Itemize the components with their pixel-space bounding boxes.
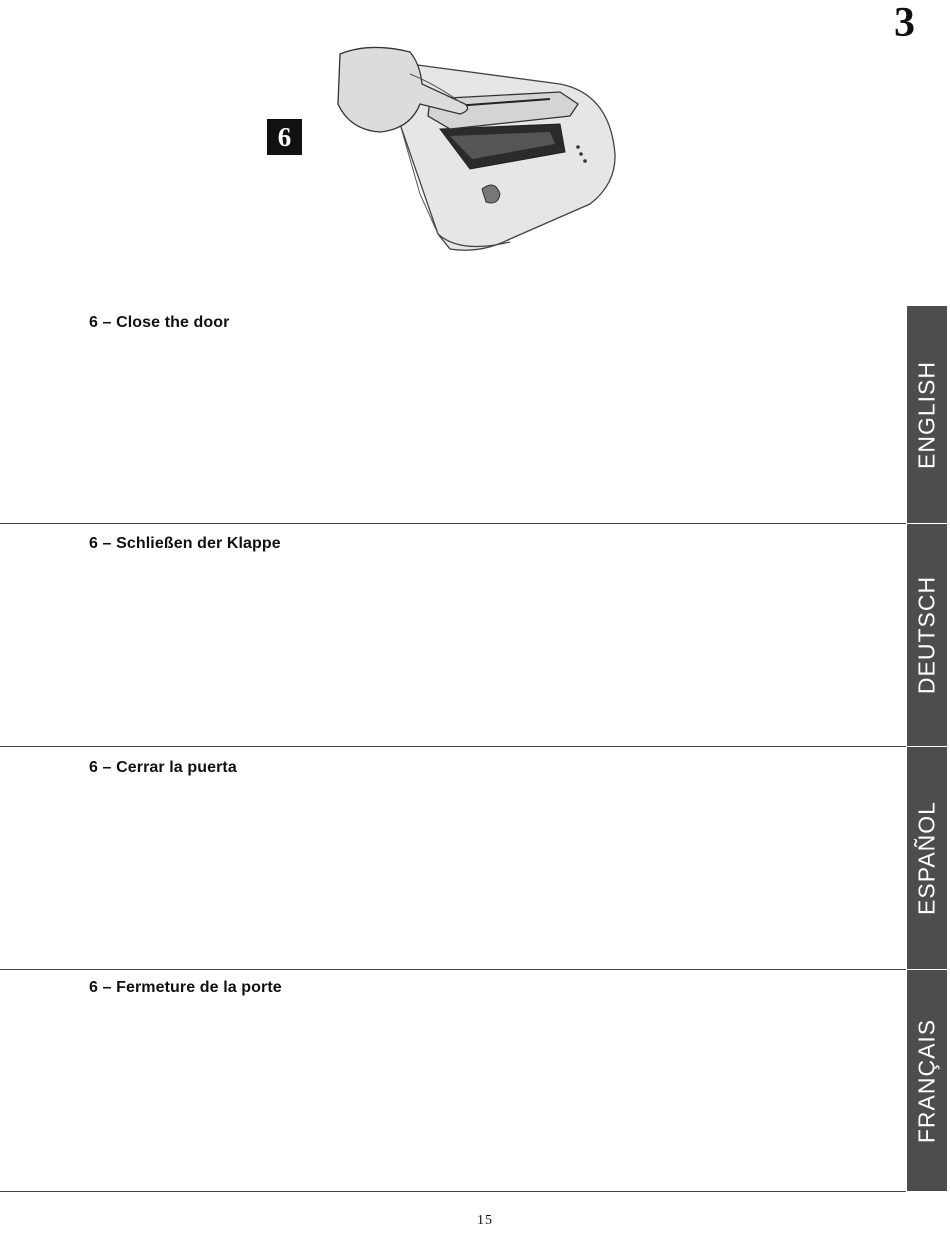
tab-label-english: ENGLISH [913, 360, 940, 469]
section-deutsch [0, 527, 906, 746]
tab-label-deutsch: DEUTSCH [913, 575, 940, 695]
tab-label-francais: FRANÇAIS [913, 1018, 940, 1143]
page-number: 15 [477, 1213, 493, 1228]
step-badge: 6 [267, 119, 302, 155]
printer-close-door-illustration [260, 44, 630, 264]
section-title-english: 6 – Close the door [89, 314, 230, 331]
section-espanol [0, 751, 906, 969]
section-title-francais: 6 – Fermeture de la porte [89, 979, 282, 996]
section-francais [0, 971, 906, 1191]
divider [0, 1191, 906, 1192]
tab-espanol [907, 747, 947, 969]
divider [0, 523, 906, 524]
chapter-number: 3 [894, 0, 915, 46]
section-title-espanol: 6 – Cerrar la puerta [89, 759, 237, 776]
tab-label-espanol: ESPAÑOL [913, 801, 940, 915]
divider [0, 746, 906, 747]
tab-deutsch [907, 524, 947, 746]
divider [0, 969, 906, 970]
tab-english [907, 306, 947, 523]
section-title-deutsch: 6 – Schließen der Klappe [89, 535, 281, 552]
section-english [0, 306, 906, 523]
tab-francais [907, 970, 947, 1191]
